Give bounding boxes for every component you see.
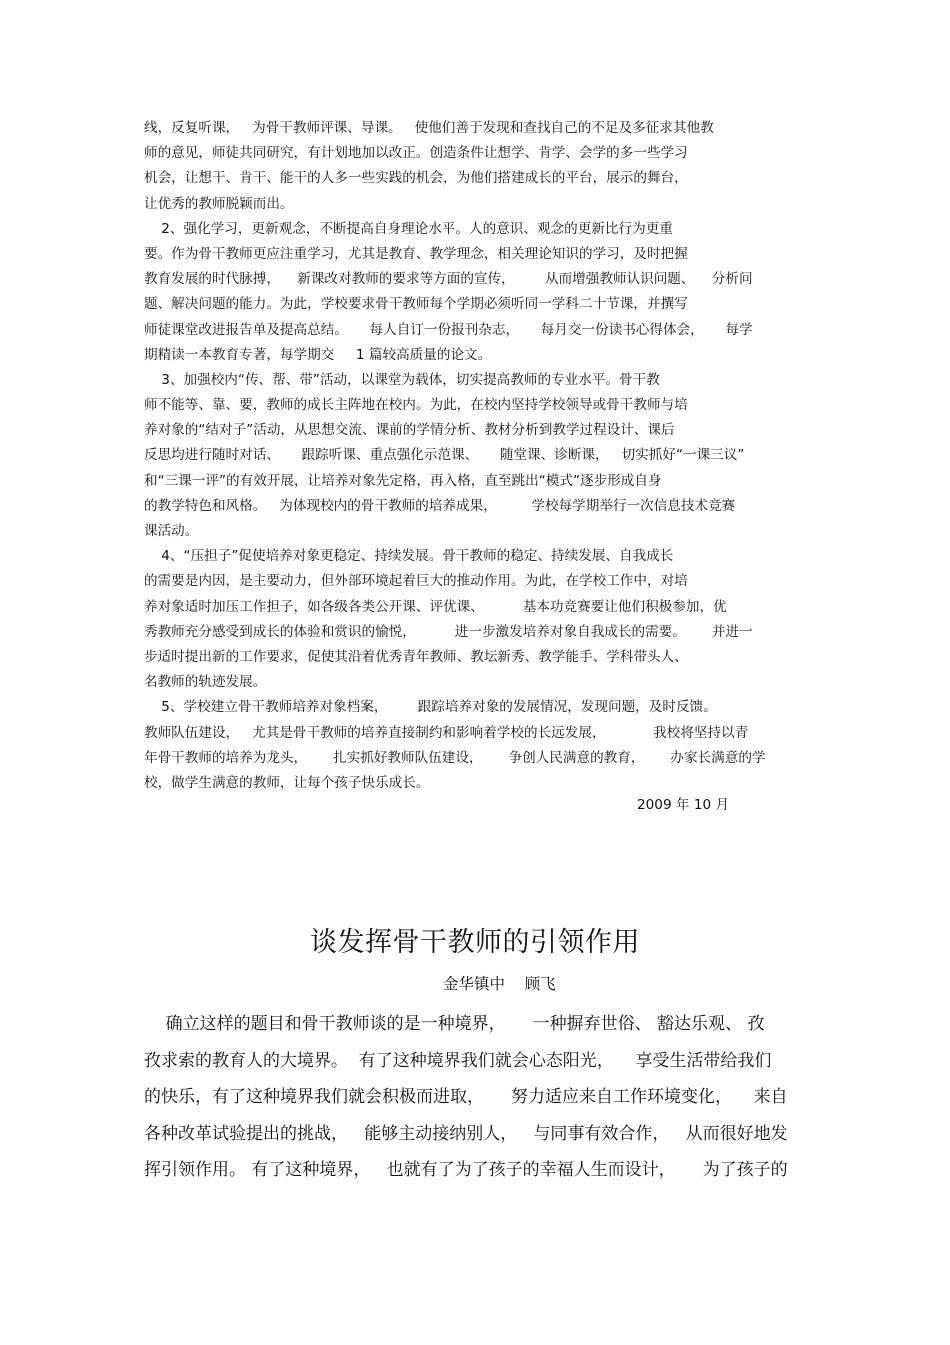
text-line: 师的意见，师徒共同研究，有计划地加以改正。创造条件让想学、肯学、会学的多一些学习 xyxy=(144,145,688,162)
text-line: 3、加强校内“传、帮、带”活动，以课堂为载体，切实提高教师的专业水平。骨干教 xyxy=(144,371,660,388)
text-line: 名教师的轨迹发展。 xyxy=(144,674,267,691)
text-line: 题、解决问题的能力。为此，学校要求骨干教师每个学期必须听同一学科二十节课，并撰写 xyxy=(144,296,688,313)
text-line: 的快乐，有了这种境界我们就会积极而进取， 努力适应来自工作环境变化， 来自 xyxy=(144,1087,788,1107)
text-line: 各种改革试验提出的挑战， 能够主动接纳别人， 与同事有效合作， 从而很好地发 xyxy=(144,1123,788,1144)
text-line: 4、“压担子”促使培养对象更稳定、持续发展。骨干教师的稳定、持续发展、自我成长 xyxy=(144,548,674,565)
text-line: 要。作为骨干教师更应注重学习，尤其是教育、教学理念，相关理论知识的学习，及时把握 xyxy=(144,245,688,262)
text-line: 挥引领作用。 有了这种境界， 也就有了为了孩子的幸福人生而设计， 为了孩子的 xyxy=(144,1160,788,1180)
text-line: 课活动。 xyxy=(144,523,199,539)
text-line: 期精读一本教育专著，每学期交 1 篇较高质量的论文。 xyxy=(144,346,492,363)
text-line: 2、强化学习，更新观念，不断提高自身理论水平。人的意识、观念的更新比行为更重 xyxy=(144,220,673,237)
text-line: 确立这样的题目和骨干教师谈的是一种境界， 一种摒弃世俗、 豁达乐观、 孜 xyxy=(144,1014,765,1034)
text-line: 孜求索的教育人的大境界。 有了这种境界我们就会心态阳光， 享受生活带给我们 xyxy=(144,1050,772,1071)
text-line: 让优秀的教师脱颖而出。 xyxy=(144,195,294,212)
text-line: 秀教师充分感受到成长的体验和赏识的愉悦， 进一步激发培养对象自我成长的需要。 并进一 xyxy=(144,623,753,640)
text-line: 的需要是内因，是主要动力，但外部环境起着巨大的推动作用。为此，在学校工作中，对培 xyxy=(144,573,688,590)
text-line: 机会，让想干、肯干、能干的人多一些实践的机会，为他们搭建成长的平台，展示的舞台， xyxy=(144,170,688,187)
article-body xyxy=(144,1006,814,1189)
text-line: 的教学特色和风格。 为体现校内的骨干教师的培养成果， 学校每学期举行一次信息技术竞赛 xyxy=(144,497,736,514)
text-line: 教育发展的时代脉搏， 新课改对教师的要求等方面的宣传， 从而增强教师认识问题、 分析问 xyxy=(144,271,753,288)
article-date: 2009 年 10 月 xyxy=(637,797,730,813)
text-line: 校，做学生满意的教师，让每个孩子快乐成长。 xyxy=(144,774,430,791)
text-line: 步适时提出新的工作要求，促使其沿着优秀青年教师、教坛新秀、教学能手、学科带头人、 xyxy=(144,648,688,665)
text-line: 反思均进行随时对话、 跟踪听课、重点强化示范课、 随堂课、诊断课， 切实抓好“一课三议” xyxy=(144,447,745,464)
text-line: 和“三课一评”的有效开展，让培养对象先定格，再入格，直至跳出“模式”逐步形成自身 xyxy=(144,472,662,489)
text-line: 师不能等、靠、要，教师的成长主阵地在校内。为此，在校内坚持学校领导或骨干教师与培 xyxy=(144,397,688,414)
text-line: 线，反复听课， 为骨干教师评课、导课。 使他们善于发现和查找自己的不足及多征求其他教 xyxy=(144,120,714,136)
text-line: 养对象适时加压工作担子，如各级各类公开课、评优课、 基本功竞赛要让他们积极参加，优 xyxy=(144,598,727,615)
article-author: 金华镇中 顾飞 xyxy=(443,975,556,993)
text-line: 教师队伍建设， 尤其是骨干教师的培养直接制约和影响着学校的长远发展， 我校将坚持以青 xyxy=(144,724,749,741)
article-continuation xyxy=(144,116,809,796)
article-title: 谈发挥骨干教师的引领作用 xyxy=(310,927,640,958)
text-line: 年骨干教师的培养为龙头， 扎实抓好教师队伍建设， 争创人民满意的教育， 办家长满意的学 xyxy=(144,749,766,766)
text-line: 养对象的“结对子”活动，从思想交流、课前的学情分析、教材分析到教学过程设计、课后 xyxy=(144,422,675,439)
text-line: 师徒课堂改进报告单及提高总结。 每人自订一份报刊杂志， 每月交一份读书心得体会， 每学 xyxy=(144,321,753,338)
text-line: 5、学校建立骨干教师培养对象档案， 跟踪培养对象的发展情况，发现问题，及时反馈。 xyxy=(144,699,717,716)
